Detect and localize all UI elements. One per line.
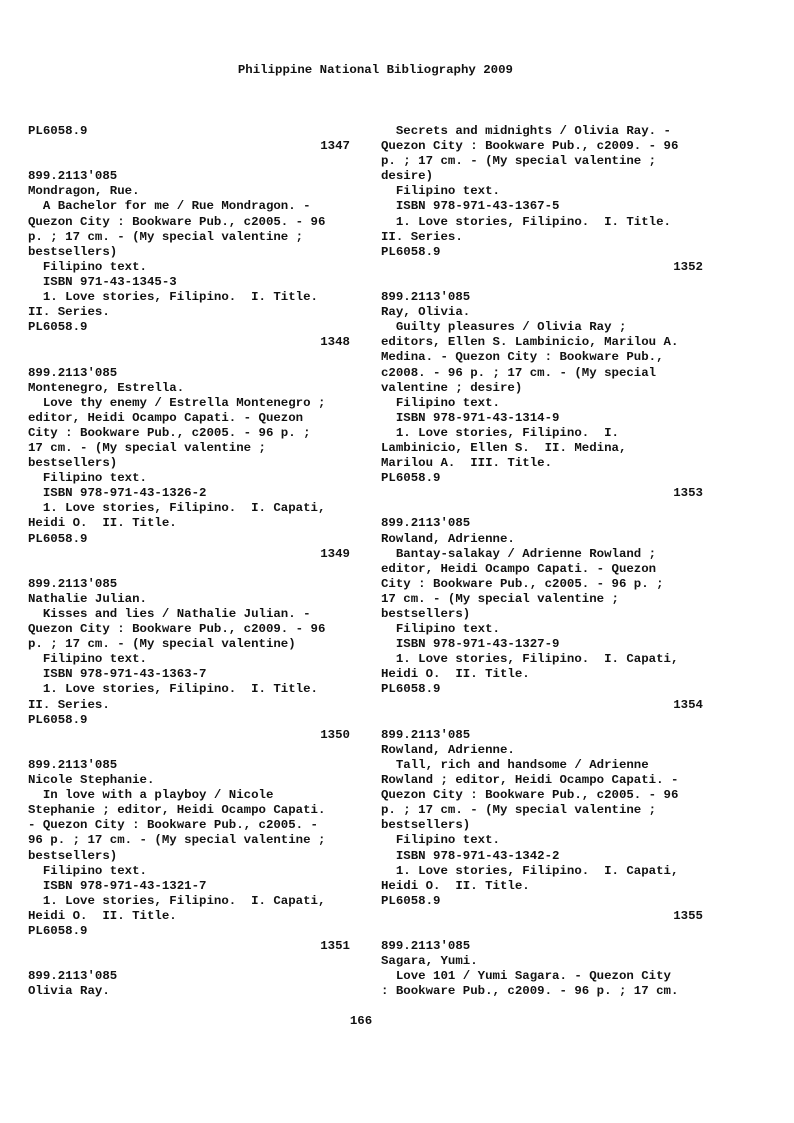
text-line: Love thy enemy / Estrella Montenegro ; xyxy=(28,395,326,410)
text-line: PL6058.9 xyxy=(381,893,441,908)
text-line: 17 cm. - (My special valentine ; xyxy=(28,440,266,455)
text-line: Ray, Olivia. xyxy=(381,305,471,320)
text-line: c2008. - 96 p. ; 17 cm. - (My special xyxy=(381,365,657,380)
running-title: Philippine National Bibliography 2009 xyxy=(237,63,513,77)
text-line: ISBN 978-971-43-1314-9 xyxy=(381,410,560,425)
text-line: 1. Love stories, Filipino. I. Capati, xyxy=(381,863,679,878)
text-line: Heidi O. II. Title. xyxy=(381,667,530,682)
text-line: Filipino text. xyxy=(381,833,500,848)
text-line: 1. Love stories, Filipino. I. Capati, xyxy=(381,652,679,667)
text-line: bestsellers) xyxy=(381,818,471,833)
text-line: Filipino text. xyxy=(381,395,500,410)
blank-line xyxy=(28,743,350,758)
text-line: ISBN 971-43-1345-3 xyxy=(28,274,177,289)
text-line: bestsellers) xyxy=(381,607,471,621)
text-line: Quezon City : Bookware Pub., c2005. - 96 xyxy=(381,788,679,803)
text-line: Sagara, Yumi. xyxy=(381,954,478,969)
text-line: II. Series. xyxy=(28,305,110,320)
text-line: bestsellers) xyxy=(28,244,118,259)
text-line: ISBN 978-971-43-1327-9 xyxy=(381,637,560,652)
text-line: 899.2113'085 xyxy=(28,969,118,984)
text-line: II. Series. xyxy=(28,697,110,712)
text-line: Kisses and lies / Nathalie Julian. - xyxy=(28,607,311,621)
text-line: Filipino text. xyxy=(381,622,500,637)
text-line: p. ; 17 cm. - (My special valentine ; xyxy=(381,154,657,169)
text-line: Tall, rich and handsome / Adrienne xyxy=(381,757,649,772)
text-line: PL6058.9 xyxy=(28,712,88,727)
text-line: II. Series. xyxy=(381,229,463,244)
entry-number: 1351 xyxy=(320,939,350,954)
text-line: Quezon City : Bookware Pub., c2009. - 96 xyxy=(28,622,326,637)
text-line: Filipino text. xyxy=(28,652,147,667)
text-line: Love 101 / Yumi Sagara. - Quezon City xyxy=(381,969,671,984)
page-number: 166 xyxy=(349,1014,373,1028)
text-line: Mondragon, Rue. xyxy=(28,184,140,199)
text-line: 1. Love stories, Filipino. I. Capati, xyxy=(28,893,326,908)
text-line: 899.2113'085 xyxy=(381,290,471,305)
text-line: 17 cm. - (My special valentine ; xyxy=(381,591,619,606)
text-line: ISBN 978-971-43-1321-7 xyxy=(28,878,207,893)
page-header xyxy=(0,48,736,78)
entry-number: 1353 xyxy=(673,486,703,501)
blank-line xyxy=(381,501,703,516)
text-line: 1. Love stories, Filipino. I. Title. xyxy=(28,290,318,305)
text-line: Rowland, Adrienne. xyxy=(381,531,515,546)
text-line: Filipino text. xyxy=(28,471,147,486)
text-line: desire) xyxy=(381,169,434,184)
text-line: ISBN 978-971-43-1367-5 xyxy=(381,199,560,214)
text-line: editor, Heidi Ocampo Capati. - Quezon xyxy=(28,410,304,425)
text-line: 96 p. ; 17 cm. - (My special valentine ; xyxy=(28,833,326,848)
text-line: A Bachelor for me / Rue Mondragon. - xyxy=(28,199,311,214)
text-line: p. ; 17 cm. - (My special valentine ; xyxy=(381,803,657,818)
text-line: Quezon City : Bookware Pub., c2009. - 96 xyxy=(381,139,679,154)
text-line: valentine ; desire) xyxy=(381,380,523,395)
text-line: Medina. - Quezon City : Bookware Pub., xyxy=(381,350,664,365)
text-line: City : Bookware Pub., c2005. - 96 p. ; xyxy=(381,576,664,591)
blank-line xyxy=(381,924,703,939)
text-line: City : Bookware Pub., c2005. - 96 p. ; xyxy=(28,425,311,440)
text-line: Marilou A. III. Title. xyxy=(381,456,553,471)
text-line: Secrets and midnights / Olivia Ray. - xyxy=(381,124,671,138)
entry-number: 1352 xyxy=(673,259,703,274)
text-line: ISBN 978-971-43-1363-7 xyxy=(28,667,207,682)
text-line: PL6058.9 xyxy=(28,531,88,546)
text-line: ISBN 978-971-43-1326-2 xyxy=(28,486,207,501)
text-line: 899.2113'085 xyxy=(381,516,471,531)
text-line: Bantay-salakay / Adrienne Rowland ; xyxy=(381,546,657,561)
text-line: bestsellers) xyxy=(28,456,118,471)
text-line: 899.2113'085 xyxy=(28,169,118,184)
entry-number: 1355 xyxy=(673,908,703,923)
text-line: Filipino text. xyxy=(28,863,147,878)
entry-number: 1349 xyxy=(320,546,350,561)
text-line: p. ; 17 cm. - (My special valentine) xyxy=(28,637,296,652)
text-line: 899.2113'085 xyxy=(28,576,118,591)
left-column xyxy=(28,124,350,999)
text-line: Quezon City : Bookware Pub., c2005. - 96 xyxy=(28,214,326,229)
text-line: 1. Love stories, Filipino. I. Title. xyxy=(28,682,318,697)
text-line: p. ; 17 cm. - (My special valentine ; xyxy=(28,229,304,244)
text-line: editors, Ellen S. Lambinicio, Marilou A. xyxy=(381,335,679,350)
text-line: In love with a playboy / Nicole xyxy=(28,788,274,803)
blank-line xyxy=(28,562,350,577)
text-line: PL6058.9 xyxy=(381,682,441,697)
text-line: Nicole Stephanie. xyxy=(28,773,155,788)
text-line: Rowland ; editor, Heidi Ocampo Capati. - xyxy=(381,773,679,788)
entry-number: 1354 xyxy=(673,697,703,712)
blank-line xyxy=(28,954,350,969)
text-line: 899.2113'085 xyxy=(381,939,471,954)
text-line: Heidi O. II. Title. xyxy=(28,516,177,531)
blank-line xyxy=(381,275,703,290)
text-line: 899.2113'085 xyxy=(28,757,118,772)
text-line: PL6058.9 xyxy=(28,124,88,138)
text-line: Montenegro, Estrella. xyxy=(28,380,185,395)
text-line: bestsellers) xyxy=(28,848,118,863)
text-line: editor, Heidi Ocampo Capati. - Quezon xyxy=(381,561,657,576)
text-line: Heidi O. II. Title. xyxy=(381,878,530,893)
text-line: - Quezon City : Bookware Pub., c2005. - xyxy=(28,818,318,833)
text-line: ISBN 978-971-43-1342-2 xyxy=(381,848,560,863)
text-line: 1. Love stories, Filipino. I. Capati, xyxy=(28,501,326,516)
entry-number: 1347 xyxy=(320,139,350,154)
blank-line xyxy=(28,350,350,365)
text-line: : Bookware Pub., c2009. - 96 p. ; 17 cm. xyxy=(381,984,679,999)
text-line: 899.2113'085 xyxy=(381,727,471,742)
text-line: Filipino text. xyxy=(28,259,147,274)
blank-line xyxy=(381,713,703,728)
text-line: PL6058.9 xyxy=(381,471,441,486)
text-line: PL6058.9 xyxy=(381,244,441,259)
text-line: Nathalie Julian. xyxy=(28,591,147,606)
text-line: Olivia Ray. xyxy=(28,984,110,999)
right-column xyxy=(381,124,703,999)
text-line: 899.2113'085 xyxy=(28,365,118,380)
text-line: Rowland, Adrienne. xyxy=(381,742,515,757)
text-line: Lambinicio, Ellen S. II. Medina, xyxy=(381,440,627,455)
text-line: 1. Love stories, Filipino. I. Title. xyxy=(381,214,671,229)
text-line: Heidi O. II. Title. xyxy=(28,908,177,923)
entry-number: 1350 xyxy=(320,727,350,742)
text-line: PL6058.9 xyxy=(28,923,88,938)
text-line: Guilty pleasures / Olivia Ray ; xyxy=(381,320,627,335)
entry-number: 1348 xyxy=(320,335,350,350)
text-line: 1. Love stories, Filipino. I. xyxy=(381,425,619,440)
text-line: Stephanie ; editor, Heidi Ocampo Capati. xyxy=(28,803,326,818)
text-line: PL6058.9 xyxy=(28,320,88,335)
text-line: Filipino text. xyxy=(381,184,500,199)
blank-line xyxy=(28,154,350,169)
